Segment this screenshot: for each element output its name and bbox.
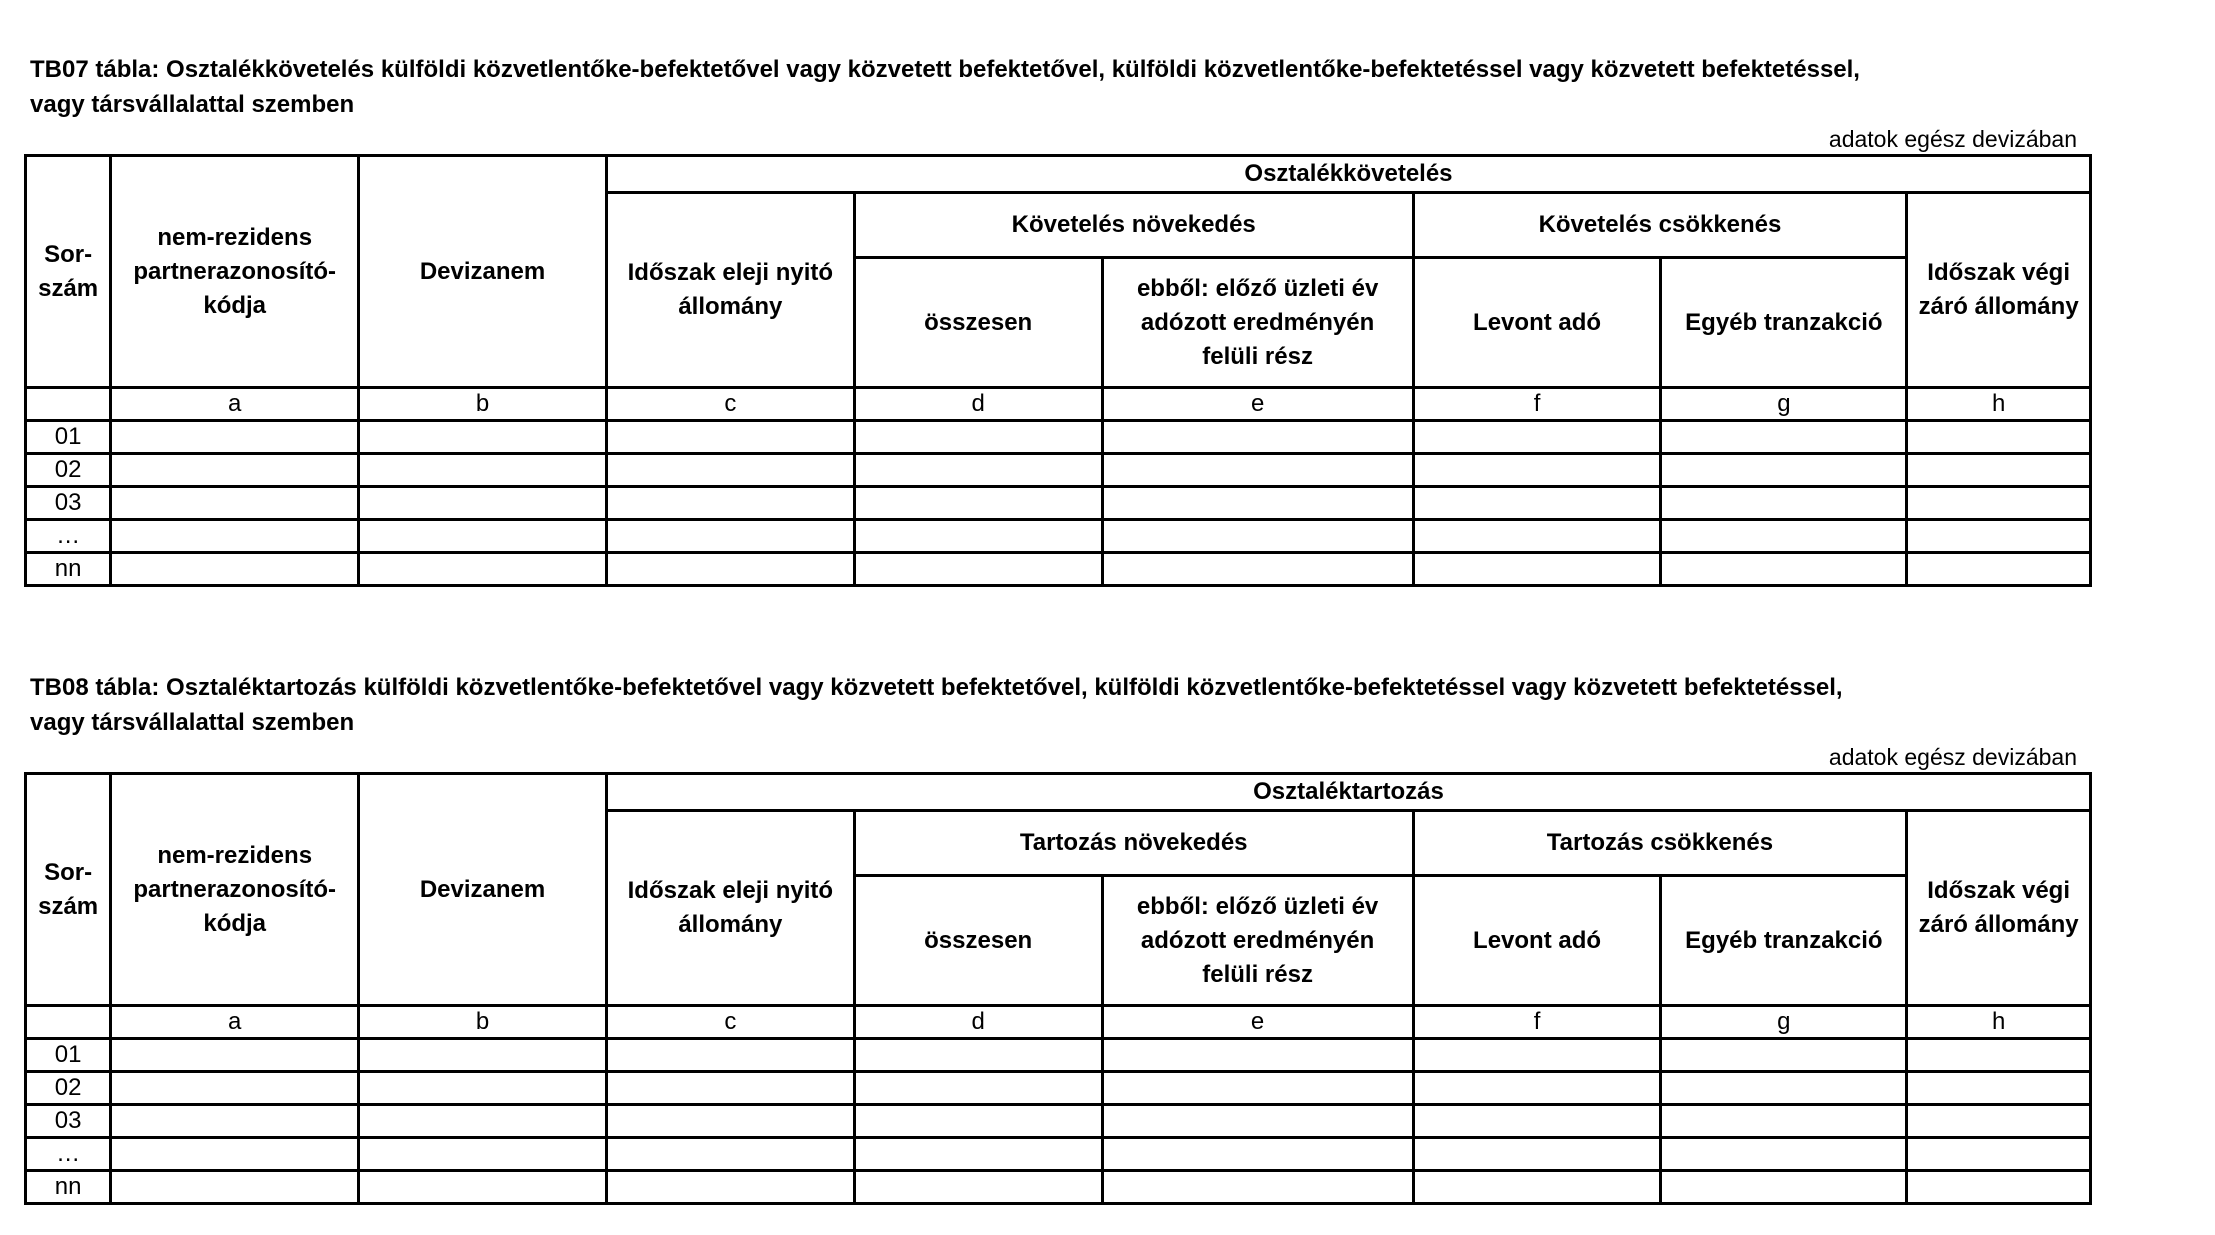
cell-input[interactable] bbox=[1102, 1171, 1413, 1204]
cell-input[interactable] bbox=[854, 454, 1102, 487]
cell-input[interactable] bbox=[854, 1138, 1102, 1171]
table-row bbox=[26, 487, 2091, 520]
unit-note: adatok egész devizában bbox=[1828, 126, 2077, 152]
table-row bbox=[26, 520, 2091, 553]
header-group: Osztaléktartozás bbox=[606, 774, 2090, 811]
header-opening-balance: Időszak eleji nyitó állomány bbox=[606, 811, 854, 1006]
column-code: g bbox=[1661, 1006, 1907, 1039]
cell-input[interactable] bbox=[111, 421, 359, 454]
column-code: f bbox=[1413, 1006, 1661, 1039]
header-partner-code: nem-rezidens partnerazonosító-kódja bbox=[111, 774, 359, 1006]
cell-input[interactable] bbox=[111, 520, 359, 553]
cell-input[interactable] bbox=[1661, 1171, 1907, 1204]
column-code: b bbox=[359, 388, 607, 421]
cell-input[interactable] bbox=[1413, 454, 1661, 487]
header-opening-balance: Időszak eleji nyitó állomány bbox=[606, 193, 854, 388]
header-total: összesen bbox=[854, 876, 1102, 1006]
column-code: g bbox=[1661, 388, 1907, 421]
cell-input[interactable] bbox=[1413, 1039, 1661, 1072]
cell-input[interactable] bbox=[606, 487, 854, 520]
cell-input[interactable] bbox=[606, 1105, 854, 1138]
cell-input[interactable] bbox=[854, 520, 1102, 553]
column-code: c bbox=[606, 1006, 854, 1039]
header-sorszam: Sor-szám bbox=[26, 774, 111, 1006]
cell-input[interactable] bbox=[359, 1171, 607, 1204]
cell-input[interactable] bbox=[1102, 1039, 1413, 1072]
cell-input[interactable] bbox=[1907, 1105, 2091, 1138]
cell-input[interactable] bbox=[1102, 520, 1413, 553]
column-code: b bbox=[359, 1006, 607, 1039]
header-group: Osztalékkövetelés bbox=[606, 156, 2090, 193]
header-increase: Követelés növekedés bbox=[854, 193, 1413, 258]
cell-input[interactable] bbox=[606, 454, 854, 487]
cell-input[interactable] bbox=[1102, 487, 1413, 520]
row-number: 02 bbox=[26, 454, 111, 487]
row-number: 03 bbox=[26, 1105, 111, 1138]
table-row bbox=[26, 1039, 2091, 1072]
header-increase: Tartozás növekedés bbox=[854, 811, 1413, 876]
header-total: összesen bbox=[854, 258, 1102, 388]
cell-input[interactable] bbox=[111, 1105, 359, 1138]
cell-input[interactable] bbox=[854, 1072, 1102, 1105]
column-code bbox=[26, 388, 111, 421]
header-other-transaction: Egyéb tranzakció bbox=[1661, 876, 1907, 1006]
header-tax-withheld: Levont adó bbox=[1413, 876, 1661, 1006]
table-row bbox=[26, 1138, 2091, 1171]
cell-input[interactable] bbox=[1907, 454, 2091, 487]
cell-input[interactable] bbox=[359, 1039, 607, 1072]
header-devizanem: Devizanem bbox=[359, 156, 607, 388]
cell-input[interactable] bbox=[1661, 520, 1907, 553]
cell-input[interactable] bbox=[1661, 421, 1907, 454]
cell-input[interactable] bbox=[111, 1072, 359, 1105]
data-table-tb08 bbox=[24, 772, 2092, 1205]
row-number: nn bbox=[26, 553, 111, 586]
cell-input[interactable] bbox=[1907, 1072, 2091, 1105]
cell-input[interactable] bbox=[606, 1171, 854, 1204]
header-decrease: Tartozás csökkenés bbox=[1413, 811, 1907, 876]
cell-input[interactable] bbox=[111, 1171, 359, 1204]
cell-input[interactable] bbox=[1413, 1138, 1661, 1171]
cell-input[interactable] bbox=[359, 1138, 607, 1171]
cell-input[interactable] bbox=[606, 1039, 854, 1072]
cell-input[interactable] bbox=[1661, 1072, 1907, 1105]
cell-input[interactable] bbox=[1413, 421, 1661, 454]
cell-input[interactable] bbox=[1102, 421, 1413, 454]
cell-input[interactable] bbox=[1102, 553, 1413, 586]
cell-input[interactable] bbox=[854, 1171, 1102, 1204]
row-number: … bbox=[26, 520, 111, 553]
header-devizanem: Devizanem bbox=[359, 774, 607, 1006]
cell-input[interactable] bbox=[359, 520, 607, 553]
cell-input[interactable] bbox=[1907, 1039, 2091, 1072]
column-code: c bbox=[606, 388, 854, 421]
column-code: a bbox=[111, 388, 359, 421]
cell-input[interactable] bbox=[359, 421, 607, 454]
cell-input[interactable] bbox=[1661, 553, 1907, 586]
column-code: d bbox=[854, 388, 1102, 421]
cell-input[interactable] bbox=[1102, 454, 1413, 487]
column-code: e bbox=[1102, 1006, 1413, 1039]
table-title-line1: TB08 tábla: Osztaléktartozás külföldi közvetlentőke-befektetővel vagy közvetett befektetővel, külföldi közvetlentőke-befektetéssel vagy közvetett befektetéssel, bbox=[30, 674, 1843, 701]
cell-input[interactable] bbox=[1661, 454, 1907, 487]
data-table-tb07 bbox=[24, 154, 2092, 587]
row-number: 02 bbox=[26, 1072, 111, 1105]
cell-input[interactable] bbox=[1413, 1072, 1661, 1105]
column-code: a bbox=[111, 1006, 359, 1039]
column-code: f bbox=[1413, 388, 1661, 421]
cell-input[interactable] bbox=[359, 487, 607, 520]
table-row bbox=[26, 553, 2091, 586]
row-number: 03 bbox=[26, 487, 111, 520]
cell-input[interactable] bbox=[1413, 1105, 1661, 1138]
cell-input[interactable] bbox=[359, 1072, 607, 1105]
header-of-which: ebből: előző üzleti év adózott eredményén felüli rész bbox=[1102, 876, 1413, 1006]
cell-input[interactable] bbox=[111, 1138, 359, 1171]
cell-input[interactable] bbox=[1907, 1171, 2091, 1204]
header-tax-withheld: Levont adó bbox=[1413, 258, 1661, 388]
cell-input[interactable] bbox=[111, 454, 359, 487]
cell-input[interactable] bbox=[1102, 1072, 1413, 1105]
header-sorszam: Sor-szám bbox=[26, 156, 111, 388]
cell-input[interactable] bbox=[359, 553, 607, 586]
table-title-line2: vagy társvállalattal szemben bbox=[30, 91, 355, 118]
cell-input[interactable] bbox=[1661, 1105, 1907, 1138]
header-partner-code: nem-rezidens partnerazonosító-kódja bbox=[111, 156, 359, 388]
cell-input[interactable] bbox=[854, 421, 1102, 454]
column-code bbox=[26, 1006, 111, 1039]
table-row bbox=[26, 454, 2091, 487]
header-decrease: Követelés csökkenés bbox=[1413, 193, 1907, 258]
cell-input[interactable] bbox=[359, 454, 607, 487]
cell-input[interactable] bbox=[606, 520, 854, 553]
cell-input[interactable] bbox=[1413, 1171, 1661, 1204]
cell-input[interactable] bbox=[606, 553, 854, 586]
cell-input[interactable] bbox=[1413, 487, 1661, 520]
cell-input[interactable] bbox=[854, 487, 1102, 520]
table-title bbox=[30, 52, 2070, 122]
header-closing-balance: Időszak végi záró állomány bbox=[1907, 193, 2091, 388]
cell-input[interactable] bbox=[1102, 1138, 1413, 1171]
cell-input[interactable] bbox=[1907, 1138, 2091, 1171]
table-row bbox=[26, 1171, 2091, 1204]
table-title-line2: vagy társvállalattal szemben bbox=[30, 709, 355, 736]
table-row bbox=[26, 1072, 2091, 1105]
cell-input[interactable] bbox=[1413, 520, 1661, 553]
header-of-which: ebből: előző üzleti év adózott eredményén felüli rész bbox=[1102, 258, 1413, 388]
cell-input[interactable] bbox=[1907, 487, 2091, 520]
cell-input[interactable] bbox=[1661, 1138, 1907, 1171]
cell-input[interactable] bbox=[854, 1105, 1102, 1138]
cell-input[interactable] bbox=[606, 1072, 854, 1105]
cell-input[interactable] bbox=[1907, 520, 2091, 553]
table-title-line1: TB07 tábla: Osztalékkövetelés külföldi közvetlentőke-befektetővel vagy közvetett befektetővel, külföldi közvetlentőke-befektetéssel vagy közvetett befektetéssel, bbox=[30, 56, 1860, 83]
row-number: 01 bbox=[26, 421, 111, 454]
column-code: h bbox=[1907, 1006, 2091, 1039]
cell-input[interactable] bbox=[1661, 1039, 1907, 1072]
row-number: 01 bbox=[26, 1039, 111, 1072]
unit-note: adatok egész devizában bbox=[1828, 744, 2077, 770]
table-row bbox=[26, 1105, 2091, 1138]
cell-input[interactable] bbox=[1907, 553, 2091, 586]
table-title bbox=[30, 670, 2070, 740]
cell-input[interactable] bbox=[606, 421, 854, 454]
column-code: e bbox=[1102, 388, 1413, 421]
cell-input[interactable] bbox=[854, 553, 1102, 586]
header-closing-balance: Időszak végi záró állomány bbox=[1907, 811, 2091, 1006]
row-number: nn bbox=[26, 1171, 111, 1204]
header-other-transaction: Egyéb tranzakció bbox=[1661, 258, 1907, 388]
cell-input[interactable] bbox=[1102, 1105, 1413, 1138]
column-code: h bbox=[1907, 388, 2091, 421]
cell-input[interactable] bbox=[359, 1105, 607, 1138]
table-row bbox=[26, 421, 2091, 454]
row-number: … bbox=[26, 1138, 111, 1171]
cell-input[interactable] bbox=[1413, 553, 1661, 586]
column-code: d bbox=[854, 1006, 1102, 1039]
cell-input[interactable] bbox=[606, 1138, 854, 1171]
cell-input[interactable] bbox=[111, 487, 359, 520]
cell-input[interactable] bbox=[1661, 487, 1907, 520]
cell-input[interactable] bbox=[111, 553, 359, 586]
cell-input[interactable] bbox=[111, 1039, 359, 1072]
cell-input[interactable] bbox=[1907, 421, 2091, 454]
cell-input[interactable] bbox=[854, 1039, 1102, 1072]
